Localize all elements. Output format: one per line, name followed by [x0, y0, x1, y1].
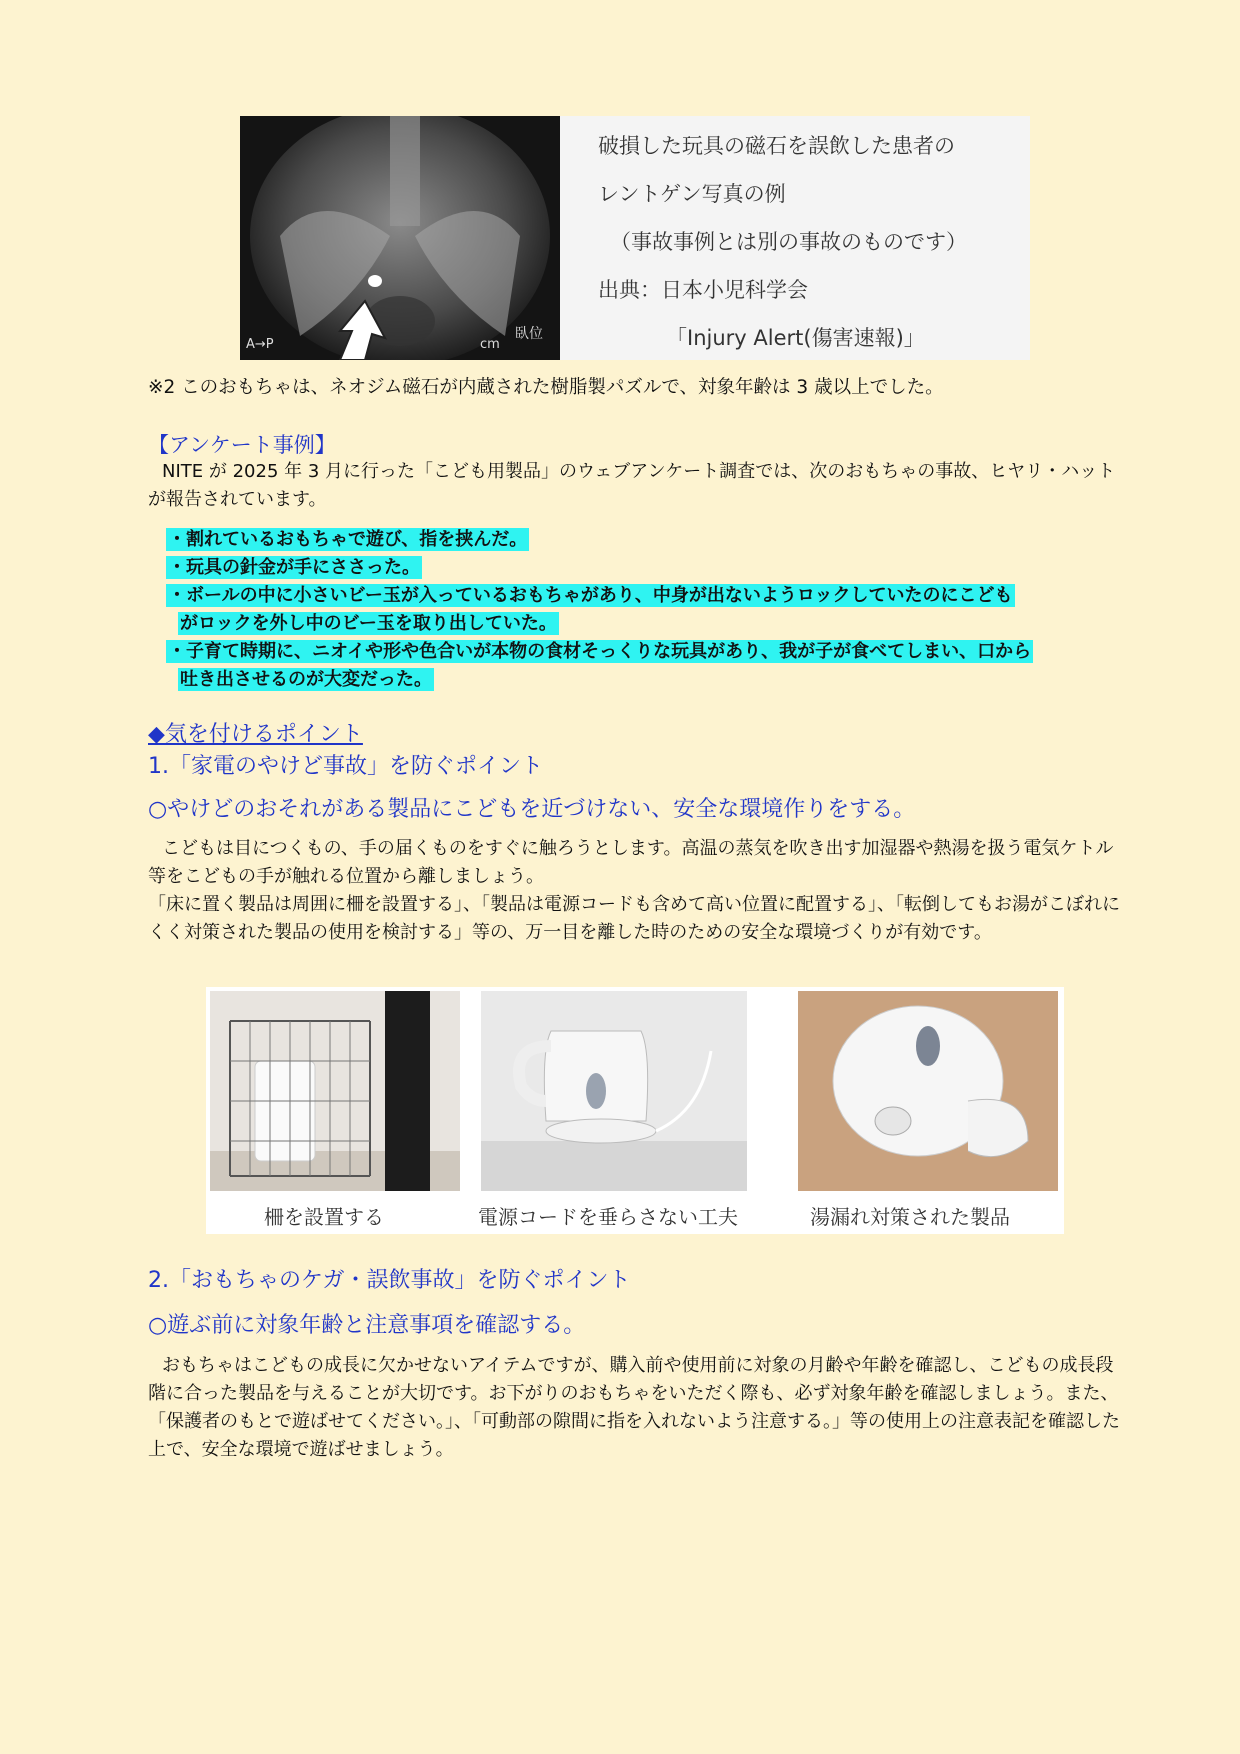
list-item: ・割れているおもちゃで遊び、指を挟んだ。	[168, 529, 528, 550]
leakproof-kettle-photo	[798, 991, 1058, 1191]
fence-photo	[210, 991, 460, 1191]
safety-photo-row	[206, 987, 1064, 1234]
photo-caption: 電源コードを垂らさない工夫	[478, 1205, 738, 1229]
point2-title: 2.「おもちゃのケガ・誤飲事故」を防ぐポイント	[148, 1268, 631, 1293]
xray-figure	[240, 116, 1030, 360]
list-item: ・ボールの中に小さいビー玉が入っているおもちゃがあり、中身が出ないようロックしていたのにこども	[168, 585, 1013, 606]
survey-heading: 【アンケート事例】	[148, 433, 336, 457]
xray-caption-line: （事故事例とは別の事故のものです）	[610, 230, 967, 254]
xray-caption-line: 破損した玩具の磁石を誤飲した患者の	[598, 134, 955, 158]
list-item: ・玩具の針金が手にささった。	[168, 557, 420, 578]
list-item-continuation: 吐き出させるのが大変だった。	[180, 669, 432, 690]
photo-caption: 柵を設置する	[264, 1205, 384, 1229]
point1-paragraph	[148, 835, 1128, 947]
point2-paragraph: おもちゃはこどもの成長に欠かせないアイテムですが、購入前や使用前に対象の月齢や年齢を確認し、こどもの成長段階に合った製品を与えることが大切です。お下がりのおもちゃをいただく際も、必ず対象年齢を確認しましょう。また、「保護者のもとで遊ばせてください。」、「可動部の隙間に指を入れないよう注意する。」等の使用上の注意表記を確認した上で、安全な環境で遊ばせましょう。	[148, 1355, 1120, 1460]
point1-paragraph-1: こどもは目につくもの、手の届くものをすぐに触ろうとします。高温の蒸気を吹き出す加湿器や熱湯を扱う電気ケトル等をこどもの手が触れる位置から離しましょう。	[148, 838, 1114, 887]
xray-image	[240, 116, 560, 360]
point1-title: 1.「家電のやけど事故」を防ぐポイント	[148, 754, 543, 779]
point2-subtitle: ○遊ぶ前に対象年齢と注意事項を確認する。	[148, 1313, 586, 1338]
xray-caption-line: レントゲン写真の例	[598, 182, 786, 206]
points-heading: ◆気を付けるポイント	[148, 722, 363, 747]
photo-caption: 湯漏れ対策された製品	[810, 1205, 1010, 1229]
list-item: ・子育て時期に、ニオイや形や色合いが本物の食材そっくりな玩具があり、我が子が食べてしまい、口から	[168, 641, 1032, 662]
xray-caption	[598, 116, 1018, 360]
survey-intro: NITE が 2025 年 3 月に行った「こども用製品」のウェブアンケート調査では、次のおもちゃの事故、ヒヤリ・ハットが報告されています。	[148, 461, 1116, 510]
point1-paragraph-2: 「床に置く製品は周囲に柵を設置する」、「製品は電源コードも含めて高い位置に配置する」、「転倒してもお湯がこぼれにくく対策された製品の使用を検討する」等の、万一目を離した時のための安全な環境づくりが有効です。	[148, 894, 1120, 943]
orientation-label: A→P	[246, 337, 274, 352]
kettle-cord-photo	[481, 991, 747, 1191]
point1-subtitle: ○やけどのおそれがある製品にこどもを近づけない、安全な環境作りをする。	[148, 797, 916, 822]
list-item-continuation: がロックを外し中のビー玉を取り出していた。	[180, 613, 557, 634]
survey-examples-list	[166, 526, 1126, 694]
xray-illustration	[240, 116, 560, 360]
xray-caption-line: 出典：日本小児科学会	[598, 278, 808, 302]
unit-label: cm	[480, 337, 500, 352]
footnote: ※2 このおもちゃは、ネオジム磁石が内蔵された樹脂製パズルで、対象年齢は 3 歳以上でした。	[148, 377, 944, 398]
xray-caption-line: 「Injury Alert(傷害速報)」	[666, 326, 925, 350]
position-label: 臥位	[515, 326, 543, 342]
